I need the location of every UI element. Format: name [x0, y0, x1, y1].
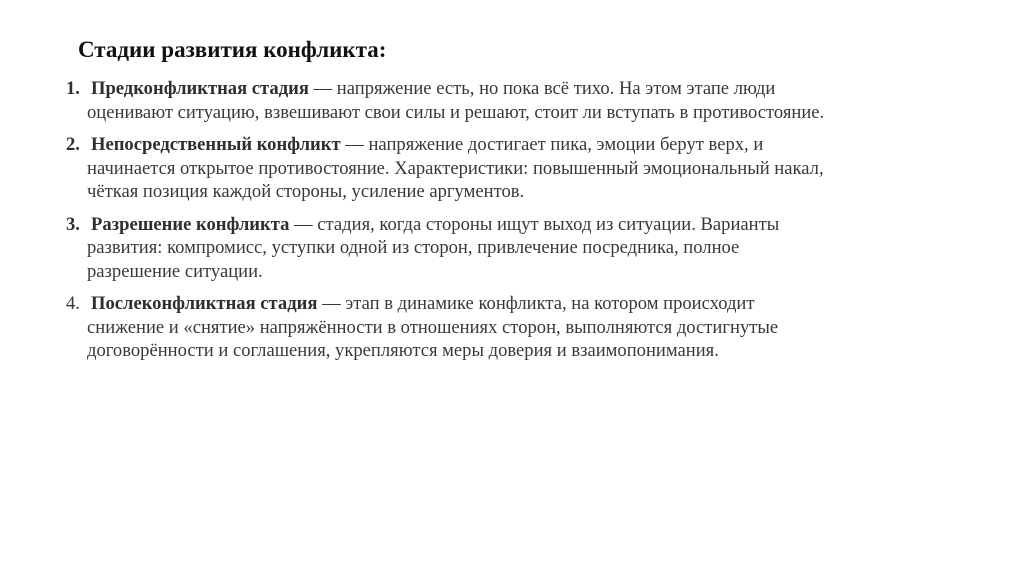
stage-term: Предконфликтная стадия: [91, 78, 309, 99]
stage-number: 3.: [66, 213, 80, 235]
stage-term: Послеконфликтная стадия: [91, 293, 318, 314]
stage-description-line: разрешение ситуации.: [87, 260, 263, 282]
slide-title: Стадии развития конфликта:: [78, 37, 387, 62]
stage-number: 2.: [66, 134, 80, 155]
stage-item-2: [66, 133, 966, 204]
stage-description: — этап в динамике конфликта, на котором происходит: [317, 293, 755, 314]
stage-item-3: [66, 213, 966, 284]
stage-description-line: начинается открытое противостояние. Характеристики: повышенный эмоциональный накал,: [87, 157, 824, 179]
stage-description-line: чёткая позиция каждой стороны, усиление аргументов.: [87, 181, 525, 202]
stage-item-4: [66, 292, 966, 363]
stages-list: [66, 77, 966, 372]
stage-number: 1.: [66, 78, 80, 99]
stage-description-line: оценивают ситуацию, взвешивают свои силы и решают, стоит ли вступать в противостояние.: [87, 101, 825, 123]
stage-description: — напряжение достигает пика, эмоции берут верх, и: [340, 134, 764, 155]
stage-first-line: [87, 292, 966, 316]
stage-first-line: [87, 133, 966, 157]
stage-number: 4.: [66, 293, 80, 314]
stage-term: Разрешение конфликта: [91, 213, 290, 235]
stage-first-line: [87, 77, 966, 101]
stage-description: — напряжение есть, но пока всё тихо. На этом этапе люди: [308, 78, 776, 99]
stage-description-line: снижение и «снятие» напряжённости в отношениях сторон, выполняются достигнутые: [87, 316, 779, 338]
stage-description: — стадия, когда стороны ищут выход из ситуации. Варианты: [289, 213, 780, 235]
stage-description-line: развития: компромисс, уступки одной из сторон, привлечение посредника, полное: [87, 237, 740, 258]
stage-term: Непосредственный конфликт: [91, 134, 341, 155]
stage-item-1: [66, 77, 966, 124]
stage-description-line: договорённости и соглашения, укрепляются меры доверия и взаимопонимания.: [87, 340, 719, 361]
stage-first-line: [87, 213, 966, 237]
